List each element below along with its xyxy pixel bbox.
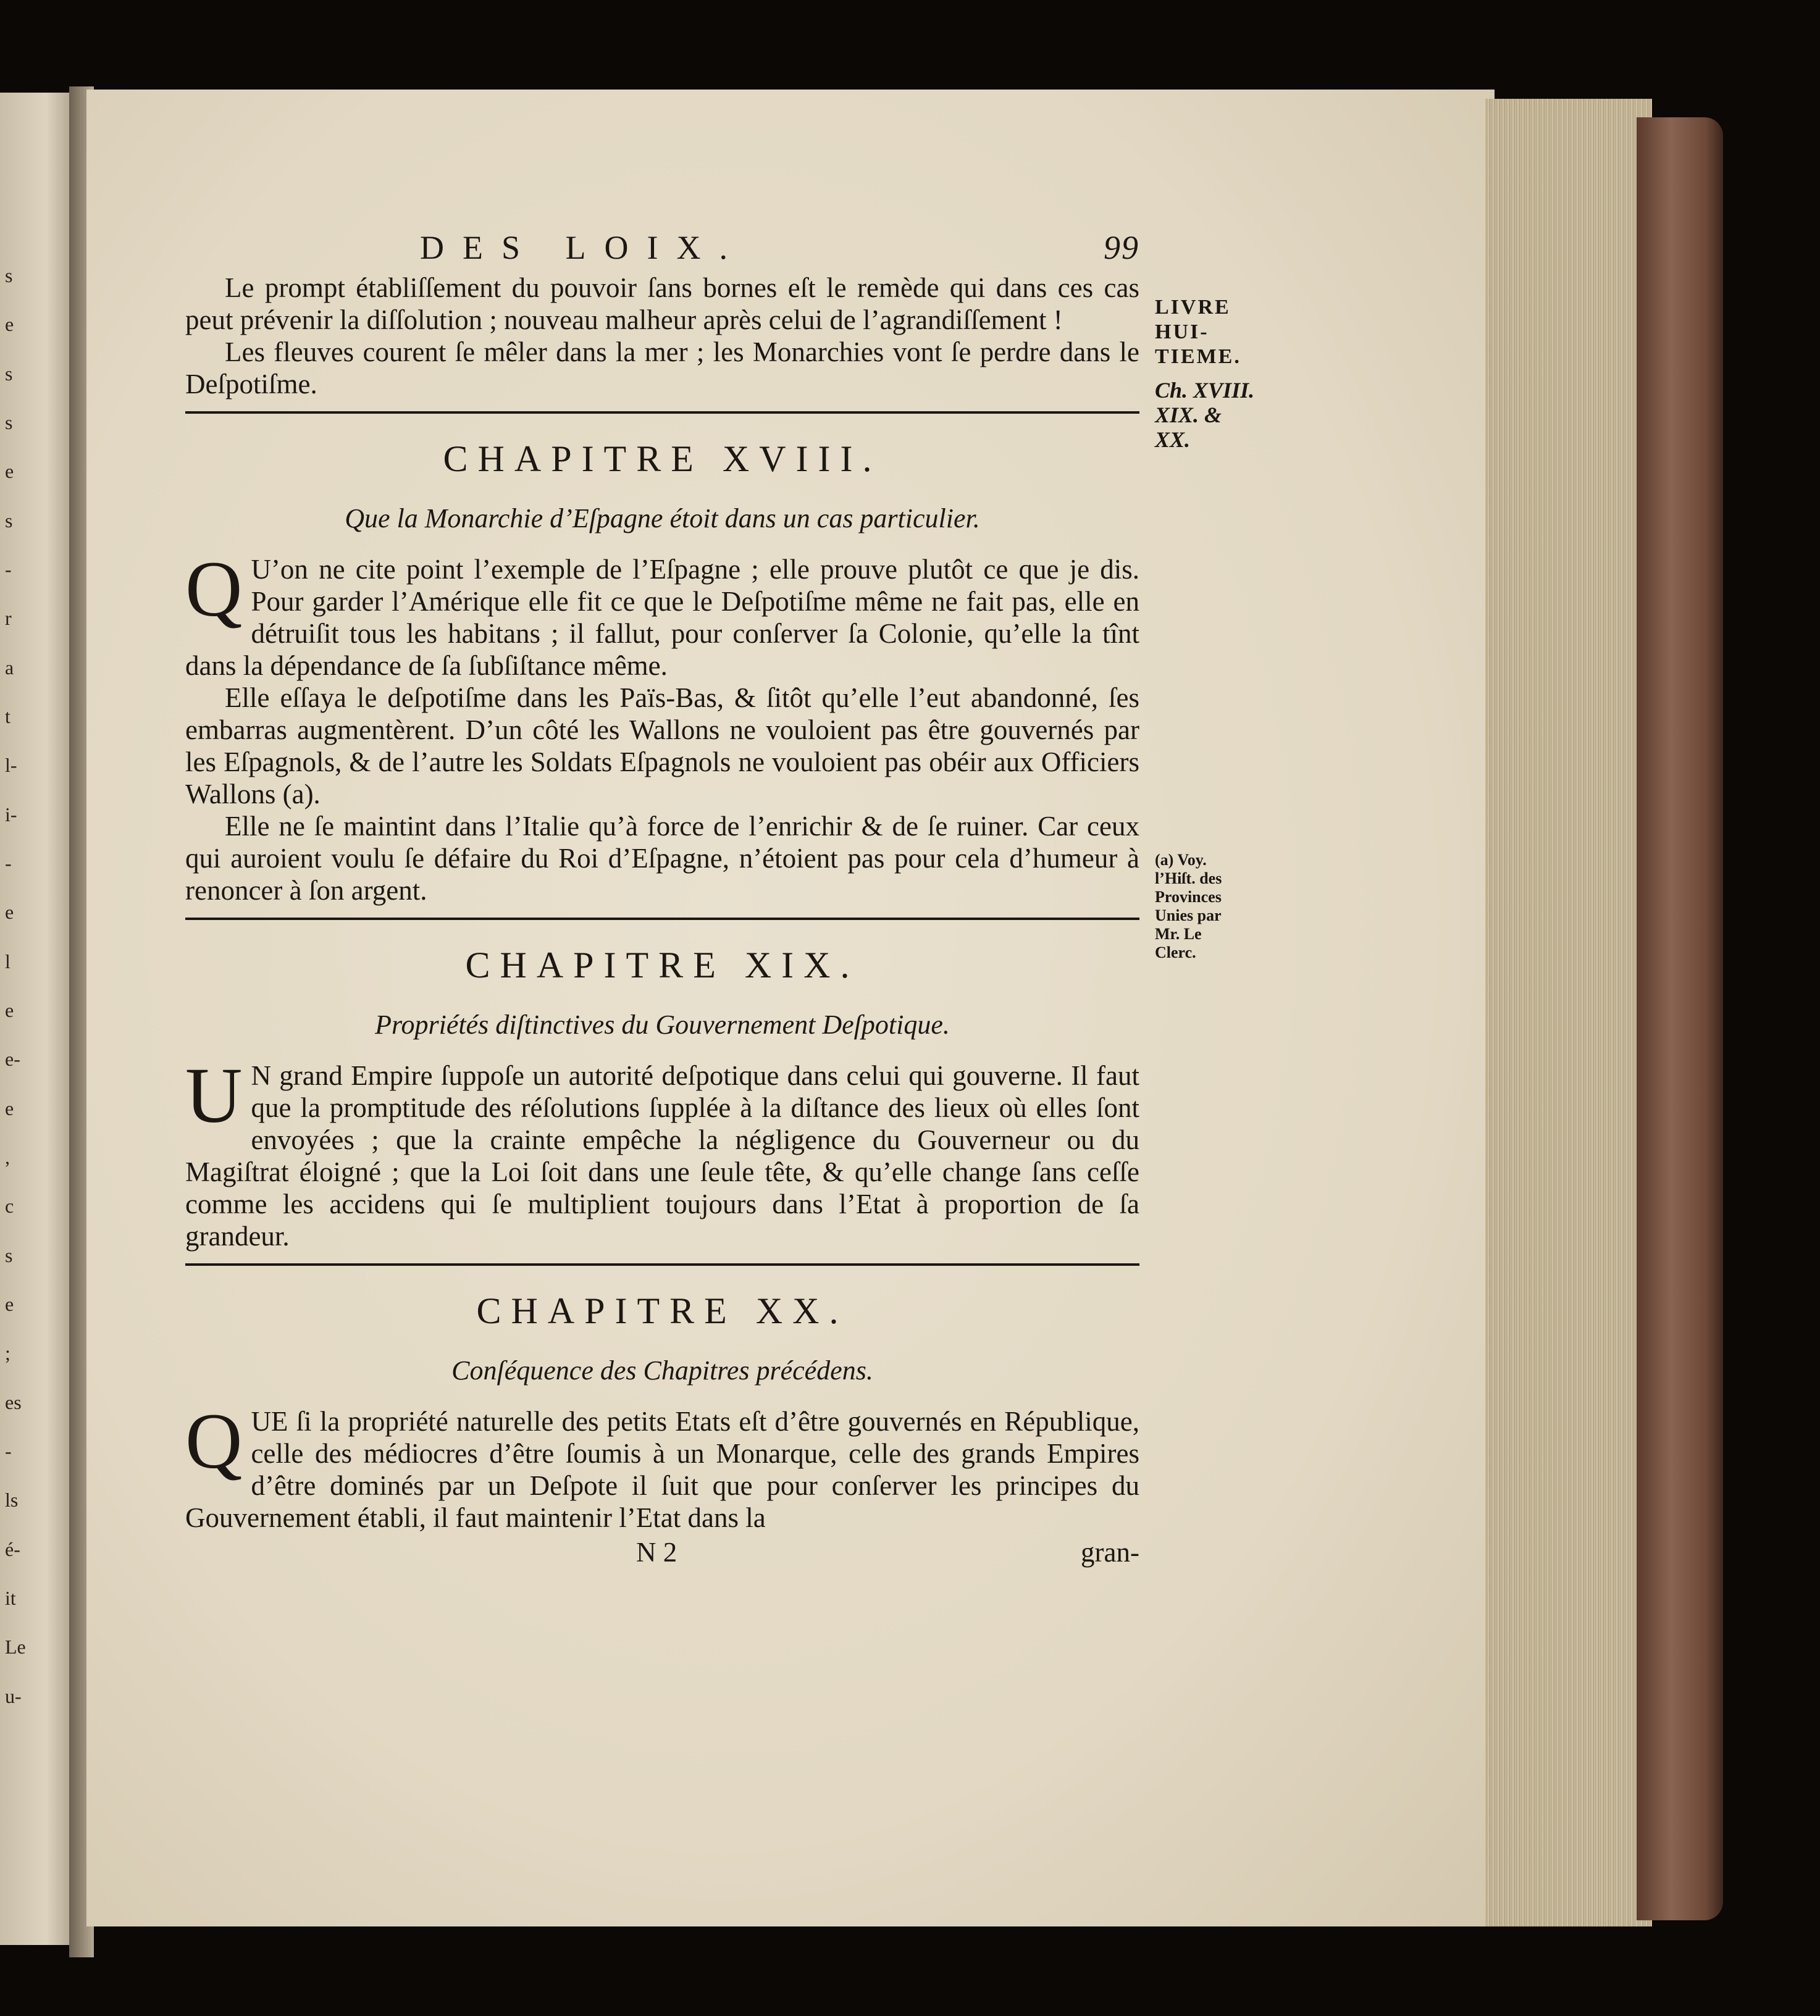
margin-line: HUI- — [1155, 320, 1209, 343]
left-page-fragment: l — [5, 950, 10, 972]
intro-paragraph: Le prompt établiſſement du pouvoir ſans bornes eſt le remède qui dans ces cas peut prévenir la diſſolution ; nouveau malheur après celui de l’agrandiſſement ! — [185, 272, 1139, 335]
page-number: 99 — [1104, 229, 1139, 266]
leather-cover — [1637, 117, 1723, 1920]
chapter-18 — [185, 425, 1139, 906]
drop-cap: Q — [185, 545, 243, 633]
chapter-title: CHAPITRE XIX. — [465, 945, 860, 985]
chapter-20 — [185, 1277, 1139, 1534]
left-page-fragment: es — [5, 1391, 22, 1413]
catchword: gran- — [1081, 1537, 1139, 1568]
margin-line: Clerc. — [1155, 943, 1196, 961]
chapter-lead-paragraph — [185, 545, 1139, 682]
margin-line: l’Hiſt. des — [1155, 869, 1222, 887]
chapter-lead-paragraph — [185, 1397, 1139, 1534]
left-page-fragment: - — [5, 558, 12, 580]
left-page-fragment: t — [5, 705, 10, 727]
margin-book-label — [1155, 295, 1260, 369]
margin-line: Provinces — [1155, 888, 1222, 906]
lead-text: U’on ne cite point l’exemple de l’Eſpagne ; elle prouve plutôt ce que je dis. Pour garder l’Amérique elle fit ce que le Deſpotiſme même ne fait pas, elle en détruiſit tous les habitans ; il fallut, pour conſerver ſa Colonie, qu’elle la tînt dans la dépendance de ſa ſubſiſtance même. — [185, 554, 1139, 681]
margin-line: (a) Voy. — [1155, 851, 1207, 869]
margin-line: XIX. & — [1155, 403, 1222, 427]
left-page-fragment: e — [5, 999, 14, 1021]
chapter-lead-paragraph — [185, 1052, 1139, 1252]
margin-footnote — [1155, 851, 1248, 962]
left-page-fragment: e — [5, 1293, 14, 1315]
left-page-fragment: it — [5, 1587, 16, 1609]
signature-mark: N 2 — [636, 1537, 677, 1568]
left-page-fragment: c — [5, 1195, 14, 1218]
chapter-19 — [185, 931, 1139, 1252]
chapter-paragraph: Elle ne ſe maintint dans l’Italie qu’à force de l’enrichir & de ſe ruiner. Car ceux qui auroient voulu ſe défaire du Roi d’Eſpagne, n’étoient pas pour cela d’humeur à renoncer à ſon argent. — [185, 811, 1139, 906]
left-page-fragment: e — [5, 460, 14, 483]
page-footer — [185, 1536, 1139, 1573]
left-page-fragment: ls — [5, 1489, 19, 1512]
left-page-fragment: e- — [5, 1048, 20, 1071]
chapter-subtitle: Conſéquence des Chapitres précédens. — [451, 1355, 873, 1386]
left-page-fragment: , — [5, 1146, 10, 1168]
drop-cap: U — [185, 1052, 243, 1139]
left-page-fragment: u- — [5, 1684, 22, 1707]
left-page-fragment: s — [5, 362, 13, 385]
left-page-fragment: e — [5, 901, 14, 924]
page-block-edges — [1485, 99, 1652, 1926]
margin-line: Ch. XVIII. — [1155, 378, 1255, 403]
intro-paragraph: Les fleuves courent ſe mêler dans la mer ; les Monarchies vont ſe perdre dans le Deſpotiſme. — [185, 337, 1139, 399]
left-page-fragment: s — [5, 1244, 13, 1266]
chapter-paragraph: Elle eſſaya le deſpotiſme dans les Païs-Bas, & ſitôt qu’elle l’eut abandonné, ſes embarras augmentèrent. D’un côté les Wallons ne vouloient pas être gouvernés par les Eſpagnols, & de l’autre les Soldats Eſpagnols ne vouloient pas obéir aux Officiers Wallons (a). — [185, 682, 1139, 809]
left-page-fragment: e — [5, 1097, 14, 1119]
page-header — [185, 228, 1139, 272]
left-page-fragment: a — [5, 656, 14, 679]
margin-line: Unies par — [1155, 906, 1222, 924]
running-title: DES LOIX. — [420, 229, 746, 266]
left-page-fragment: e — [5, 313, 14, 336]
left-page-fragment: l- — [5, 754, 17, 777]
margin-line: LIVRE — [1155, 296, 1231, 319]
left-page-fragment: r — [5, 607, 12, 630]
left-page-fragment: s — [5, 264, 13, 287]
chapter-title: CHAPITRE XX. — [476, 1290, 849, 1331]
left-page-fragment: - — [5, 852, 12, 874]
chapter-title: CHAPITRE XVIII. — [443, 438, 882, 479]
chapter-subtitle: Propriétés diſtinctives du Gouvernement Deſpotique. — [375, 1010, 950, 1040]
left-page-fragment: s — [5, 509, 13, 532]
drop-cap: Q — [185, 1397, 243, 1485]
chapter-subtitle: Que la Monarchie d’Eſpagne étoit dans un cas particulier. — [345, 503, 980, 533]
chapter-rule — [185, 1263, 1139, 1266]
left-page-fragment: s — [5, 411, 13, 433]
page-text-block — [185, 228, 1139, 1573]
lead-text: N grand Empire ſuppoſe un autorité deſpotique dans celui qui gouverne. Il faut que la promptitude des réſolutions ſupplée à la diſtance des lieux où elles ſont envoyées ; que la crainte empêche la négligence du Gouverneur ou du Magiſtrat éloigné ; que la Loi ſoit dans une ſeule tête, & qu’elle change ſans ceſſe comme les accidens qui ſe multiplient toujours dans l’Etat à proportion de ſa grandeur. — [185, 1060, 1139, 1252]
margin-chapter-label — [1155, 378, 1272, 452]
margin-line: TIEME. — [1155, 345, 1241, 368]
left-page-fragment: - — [5, 1440, 12, 1462]
margin-line: Mr. Le — [1155, 925, 1202, 943]
left-page-fragment: é- — [5, 1537, 20, 1560]
lead-text: UE ſi la propriété naturelle des petits Etats eſt d’être gouvernés en République, celle des médiocres d’être ſoumis à un Monarque, celle des grands Empires d’être dominés par un Deſpote il ſuit que pour conſerver les principes du Gouvernement établi, il faut maintenir l’Etat dans la — [185, 1406, 1139, 1533]
chapter-rule — [185, 918, 1139, 920]
chapter-rule — [185, 411, 1139, 414]
left-page-fragment: i- — [5, 803, 17, 826]
left-page-fragment: Le — [5, 1636, 26, 1658]
left-page-fragment: ; — [5, 1342, 10, 1365]
margin-line: XX. — [1155, 427, 1191, 452]
